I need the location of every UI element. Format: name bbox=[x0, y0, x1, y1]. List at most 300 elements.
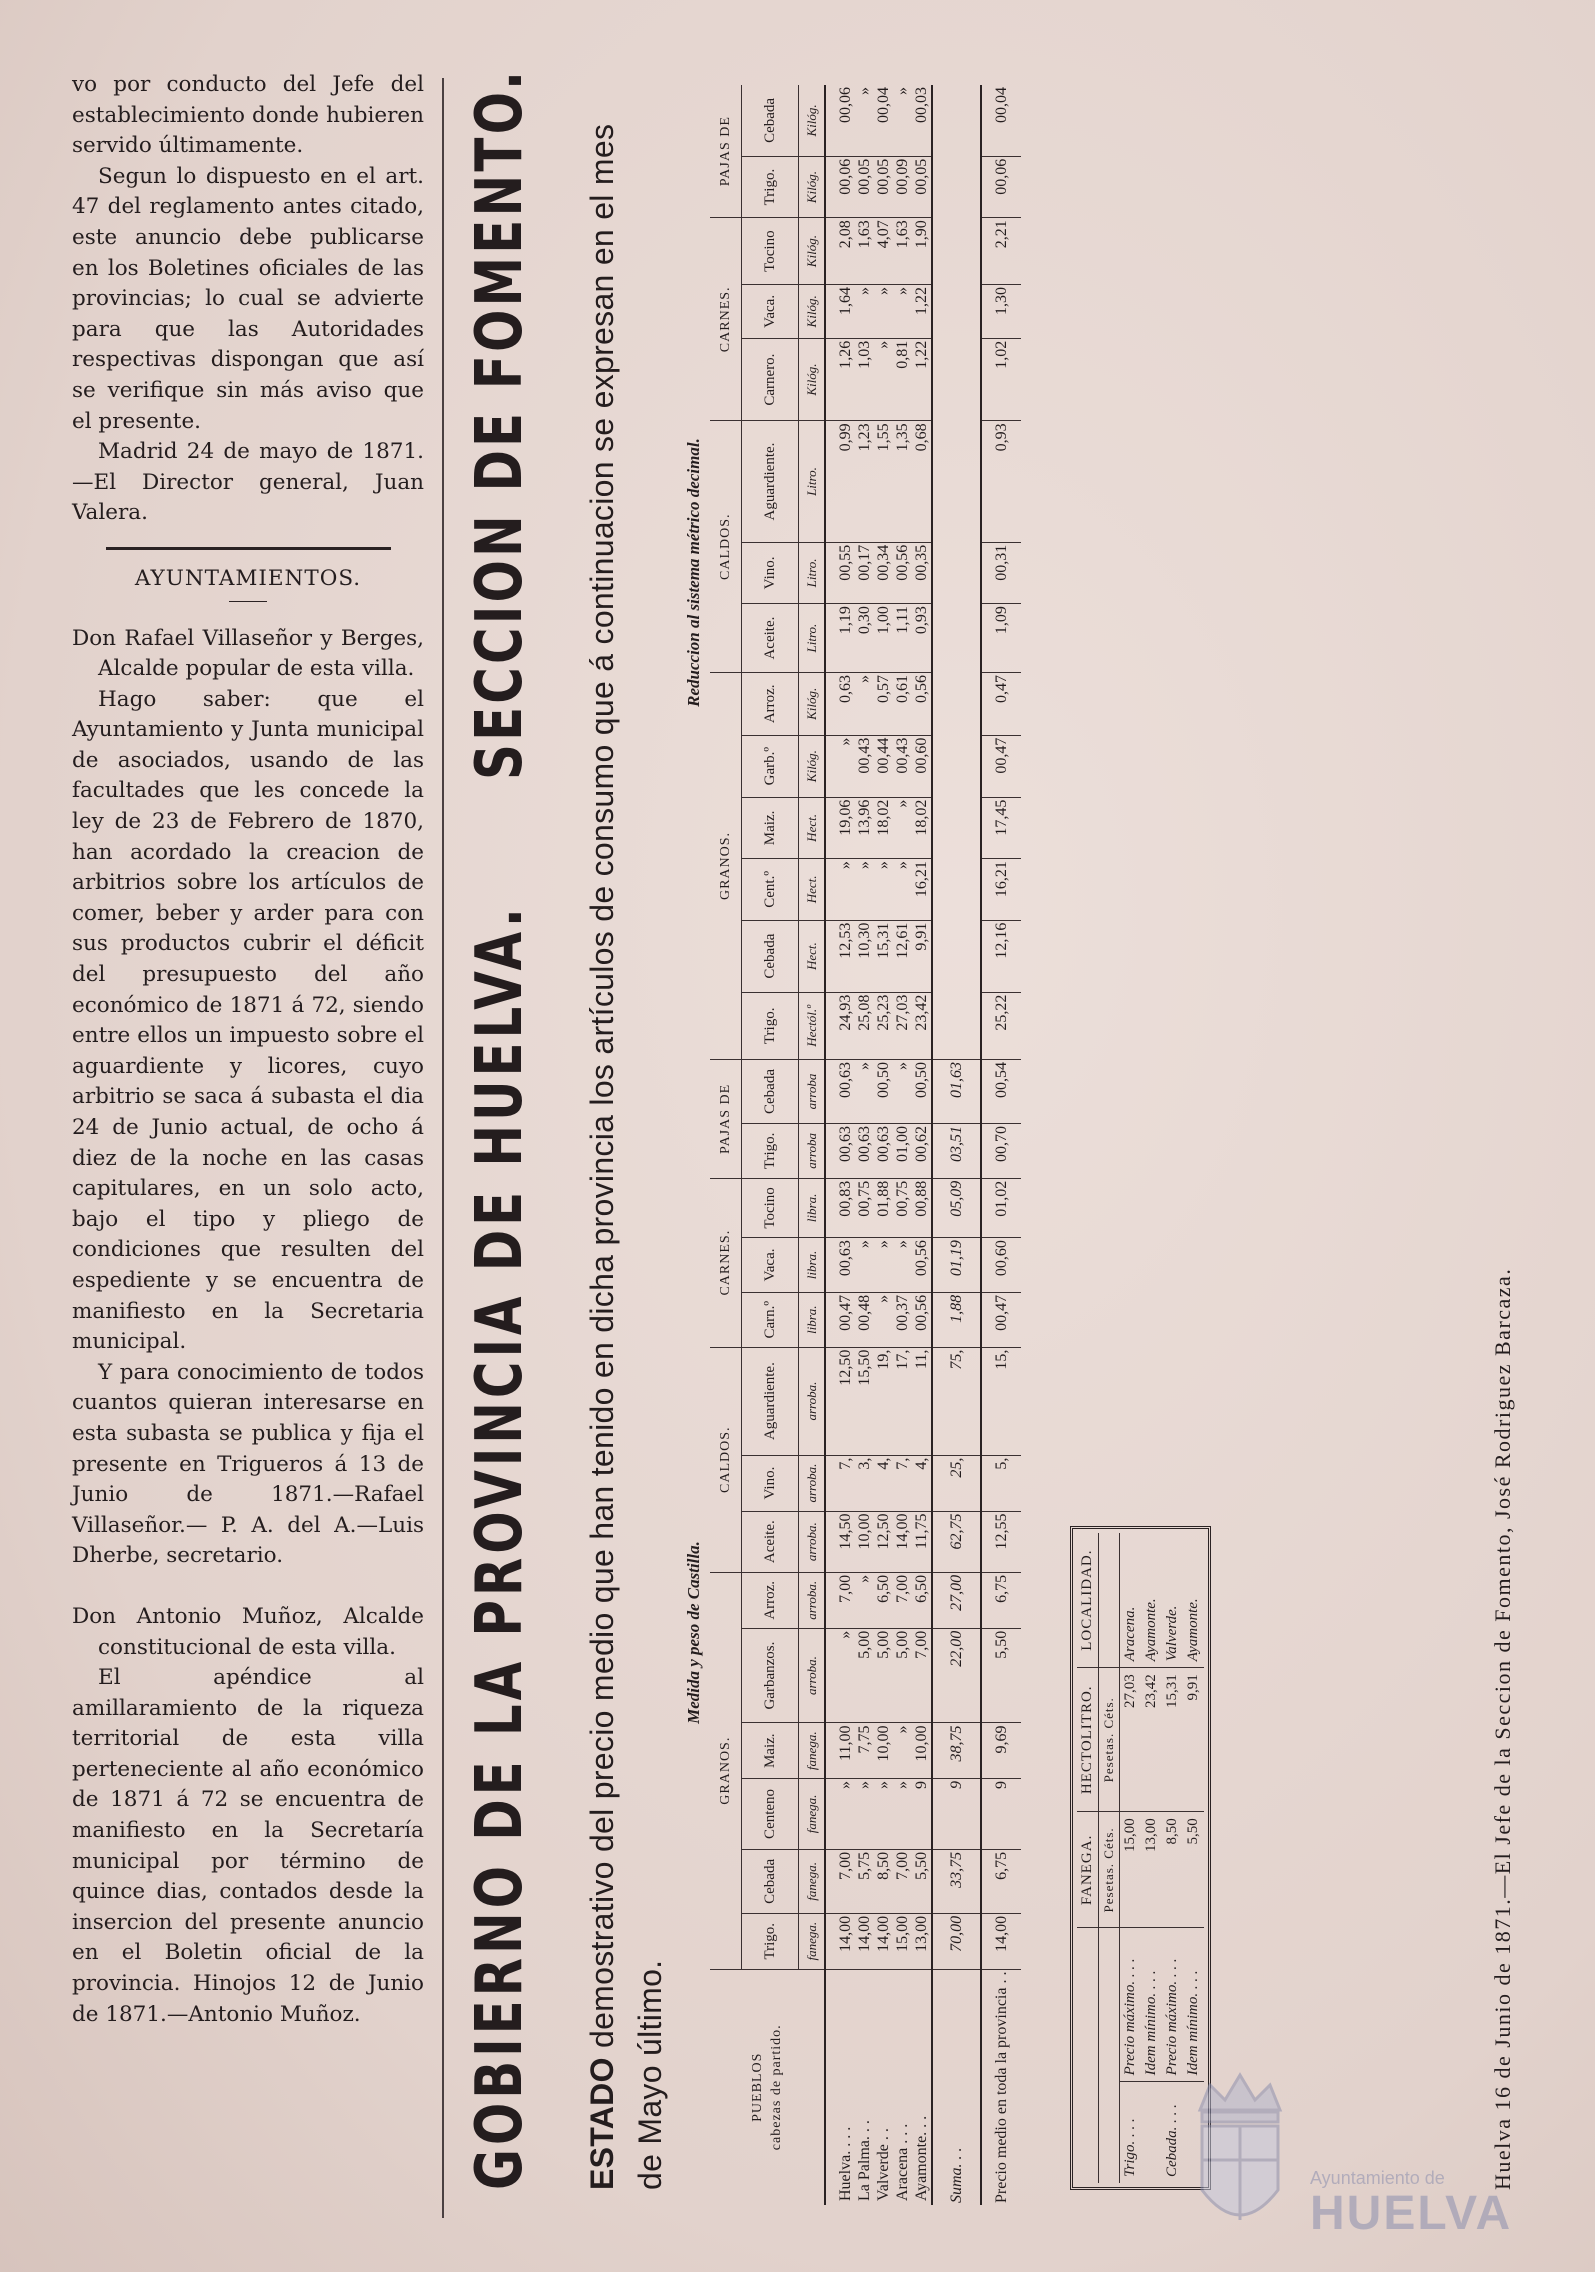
price-cell: 00,37 bbox=[893, 1292, 912, 1347]
paragraph-amillaramiento: El apéndice al amillaramiento de la riqueza territorial de esta villa perteneciente al año económico de 1871 á 72 se encuentra de manifiesto en la Secretaría municipal por término de quince dias, contados desde la insercion del presente anuncio en el Boletin oficial de la provincia. Hinojos 12 de Junio de 1871.—Antonio Muñoz. bbox=[72, 1665, 424, 2027]
castilla-unit-6: arroba. bbox=[799, 1511, 826, 1572]
price-cell: 7,00 bbox=[825, 1849, 855, 1913]
price-cell: 00,63 bbox=[825, 1238, 855, 1293]
castilla-col-2: Centeno bbox=[742, 1779, 799, 1850]
rotated-notice bbox=[460, 67, 1560, 2210]
summary-cereal: Trigo. . . . bbox=[1122, 2118, 1138, 2177]
price-cell: 0,61 bbox=[893, 673, 912, 736]
price-cell: » bbox=[893, 1779, 912, 1850]
price-cell: » bbox=[874, 1779, 893, 1850]
price-cell: 12,61 bbox=[893, 920, 912, 992]
price-cell: 12,50 bbox=[874, 1511, 893, 1572]
price-cell: 1,30 bbox=[981, 284, 1021, 338]
price-cell: 6,50 bbox=[874, 1572, 893, 1628]
price-cell: 1,22 bbox=[912, 338, 932, 421]
price-cell: 00,35 bbox=[912, 542, 932, 603]
castilla-unit-13: arroba bbox=[799, 1060, 826, 1123]
price-cell: 00,06 bbox=[825, 156, 855, 217]
price-cell: 01,00 bbox=[893, 1123, 912, 1178]
price-cell: 00,48 bbox=[855, 1292, 874, 1347]
price-cell: 00,70 bbox=[981, 1123, 1021, 1178]
price-cell: 00,63 bbox=[825, 1060, 855, 1123]
price-cell: 5,50 bbox=[981, 1628, 1021, 1723]
price-cell: 00,60 bbox=[912, 735, 932, 797]
price-cell: 00,04 bbox=[874, 85, 893, 156]
subheader-pesetas-fanega: Pesetas. Céts. bbox=[1099, 1812, 1120, 1928]
watermark-text-ayuntamiento: Ayuntamiento de bbox=[1310, 2168, 1445, 2188]
price-cell: 0,30 bbox=[855, 604, 874, 673]
price-cell: 13,00 bbox=[912, 1913, 932, 1969]
price-cell: 17, bbox=[893, 1347, 912, 1455]
price-cell: 00,43 bbox=[893, 735, 912, 797]
metrico-col-10: Vaca. bbox=[742, 284, 799, 338]
paragraph-madrid-signature: Madrid 24 de mayo de 1871.—El Director general, Juan Valera. bbox=[72, 439, 424, 526]
price-cell: 1,03 bbox=[855, 338, 874, 421]
castilla-col-1: Cebada bbox=[742, 1849, 799, 1913]
castilla-unit-8: arroba. bbox=[799, 1347, 826, 1455]
metrico-unit-2: Hect. bbox=[799, 859, 826, 920]
price-cell: 5, bbox=[981, 1455, 1021, 1511]
price-cell: 05,09 bbox=[932, 1178, 981, 1237]
price-cell: » bbox=[855, 85, 874, 156]
price-cell: » bbox=[825, 1779, 855, 1850]
table-row bbox=[874, 85, 893, 1060]
price-cell: 00,50 bbox=[874, 1060, 893, 1123]
castilla-col-5: Arroz. bbox=[742, 1572, 799, 1628]
price-cell: 00,47 bbox=[981, 1292, 1021, 1347]
price-cell: 27,00 bbox=[932, 1572, 981, 1628]
metrico-col-3: Maiz. bbox=[742, 797, 799, 858]
price-cell: 15, bbox=[981, 1347, 1021, 1455]
price-cell: 2,21 bbox=[981, 218, 1021, 285]
price-cell: 00,54 bbox=[981, 1060, 1021, 1123]
price-cell: 00,63 bbox=[874, 1123, 893, 1178]
metrico-col-9: Carnero. bbox=[742, 338, 799, 421]
price-cell: » bbox=[825, 735, 855, 797]
metrico-unit-10: Kilóg. bbox=[799, 284, 826, 338]
price-cell: » bbox=[825, 859, 855, 920]
pueblo-name: Huelva. . . . bbox=[837, 2126, 854, 2201]
price-cell: 11,00 bbox=[825, 1723, 855, 1779]
price-cell: » bbox=[893, 1060, 912, 1123]
price-cell: 4, bbox=[912, 1455, 932, 1511]
price-cell: 33,75 bbox=[932, 1849, 981, 1913]
summary-hecto: 9,91 bbox=[1183, 1668, 1204, 1812]
price-cell: 0,93 bbox=[912, 604, 932, 673]
summary-hecto: 23,42 bbox=[1141, 1668, 1162, 1812]
castilla-unit-12: arroba bbox=[799, 1123, 826, 1178]
price-cell: 1,35 bbox=[893, 421, 912, 542]
price-cell: » bbox=[855, 1238, 874, 1293]
price-cell: 00,75 bbox=[855, 1178, 874, 1237]
section-heading-ayuntamientos: AYUNTAMIENTOS. bbox=[134, 565, 362, 591]
price-cell: 19, bbox=[874, 1347, 893, 1455]
price-cell: 1,64 bbox=[825, 284, 855, 338]
table-row bbox=[912, 1060, 932, 2205]
price-cell: 7,00 bbox=[912, 1628, 932, 1723]
castilla-col-12: Trigo. bbox=[742, 1123, 799, 1178]
price-cell: 1,02 bbox=[981, 338, 1021, 421]
price-cell: 6,50 bbox=[912, 1572, 932, 1628]
summary-cereal: Cebada. . . . bbox=[1164, 2104, 1180, 2177]
metrico-unit-3: Hect. bbox=[799, 797, 826, 858]
price-cell: » bbox=[893, 284, 912, 338]
castilla-unit-5: arroba. bbox=[799, 1572, 826, 1628]
paragraph-alcalde-munoz: Don Antonio Muñoz, Alcalde constitucional de esta villa. bbox=[72, 1603, 424, 1660]
group-caldos-2: CALDOS. bbox=[710, 421, 742, 673]
price-cell: » bbox=[855, 859, 874, 920]
header-localidad: LOCALIDAD. bbox=[1077, 1533, 1099, 1668]
price-cell: 0,57 bbox=[874, 673, 893, 736]
price-cell: 00,04 bbox=[981, 85, 1021, 156]
paragraph-continuation: vo por conducto del Jefe del establecimiento donde hubieren servido últimamente. bbox=[72, 72, 424, 159]
castilla-col-9: Carn.º bbox=[742, 1292, 799, 1347]
castilla-table bbox=[710, 1060, 1021, 2205]
price-cell: 75, bbox=[932, 1347, 981, 1455]
metrico-unit-6: Litro. bbox=[799, 604, 826, 673]
metrico-table bbox=[710, 85, 1021, 1060]
price-cell: » bbox=[874, 1238, 893, 1293]
metrico-unit-8: Litro. bbox=[799, 421, 826, 542]
group-carnes: CARNES. bbox=[710, 1178, 742, 1347]
price-cell: 03,51 bbox=[932, 1123, 981, 1178]
price-cell: 00,43 bbox=[855, 735, 874, 797]
price-cell: 1,11 bbox=[893, 604, 912, 673]
summary-tipo: Precio máximo. . . . bbox=[1120, 1928, 1142, 2082]
pueblo-name: Suma. . . bbox=[932, 1969, 981, 2205]
price-cell: 13,96 bbox=[855, 797, 874, 858]
table-row bbox=[981, 85, 1021, 1060]
summary-fanega: 13,00 bbox=[1141, 1812, 1162, 1928]
paragraph-trigueros-signature: Y para conocimiento de todos cuantos quieran interesarse en esta subasta se publica y fija el presente en Trigueros á 13 de Junio de 1871.—Rafael Villaseñor.— P. A. del A.—Luis Dherbe, secretario. bbox=[72, 1359, 424, 1569]
metrico-unit-11: Kilóg. bbox=[799, 218, 826, 285]
metrico-unit-12: Kilóg. bbox=[799, 156, 826, 217]
price-cell: » bbox=[874, 1292, 893, 1347]
summary-fanega: 15,00 bbox=[1120, 1812, 1142, 1928]
price-cell: » bbox=[874, 338, 893, 421]
metrico-unit-9: Kilóg. bbox=[799, 338, 826, 421]
summary-cereal bbox=[1141, 2082, 1162, 2183]
price-cell: 00,03 bbox=[912, 85, 932, 156]
price-cell: 0,99 bbox=[825, 421, 855, 542]
price-cell: 1,26 bbox=[825, 338, 855, 421]
price-cell: 00,47 bbox=[825, 1292, 855, 1347]
castilla-unit-7: arroba. bbox=[799, 1455, 826, 1511]
metrico-unit-13: Kilóg. bbox=[799, 85, 826, 156]
footer-signature: Huelva 16 de Junio de 1871.—El Jefe de la Seccion de Fomento, José Rodriguez Barcaza. bbox=[1490, 1267, 1515, 2190]
price-cell: 1,90 bbox=[912, 218, 932, 285]
price-cell: » bbox=[855, 1060, 874, 1123]
metrico-col-4: Garb.º bbox=[742, 735, 799, 797]
price-cell: 15,00 bbox=[893, 1913, 912, 1969]
pueblo-name: Valverde . . bbox=[875, 2128, 892, 2201]
price-cell: 17,45 bbox=[981, 797, 1021, 858]
castilla-unit-0: fanega. bbox=[799, 1913, 826, 1969]
summary-loc: Ayamonte. bbox=[1183, 1533, 1204, 1668]
price-cell: 00,56 bbox=[912, 1238, 932, 1293]
price-cell: 1,88 bbox=[932, 1292, 981, 1347]
paragraph-reglamento: Segun lo dispuesto en el art. 47 del reglamento antes citado, este anuncio debe publicarse en los Boletines oficiales de las provincias; lo cual se advierte para que las Autoridades respectivas dispongan que así se verifique sin más aviso que el presente. bbox=[72, 163, 424, 434]
metrico-col-1: Cebada bbox=[742, 920, 799, 992]
price-cell: 38,75 bbox=[932, 1723, 981, 1779]
group-granos: GRANOS. bbox=[710, 1572, 742, 1969]
summary-loc: Aracena. bbox=[1120, 1533, 1142, 1668]
price-cell: 25,22 bbox=[981, 992, 1021, 1059]
price-cell: 5,50 bbox=[912, 1849, 932, 1913]
price-cell: 10,00 bbox=[912, 1723, 932, 1779]
castilla-unit-1: fanega. bbox=[799, 1849, 826, 1913]
castilla-col-7: Vino. bbox=[742, 1455, 799, 1511]
price-cell: 0,56 bbox=[912, 673, 932, 736]
section-divider bbox=[106, 547, 391, 550]
price-cell: 5,00 bbox=[855, 1628, 874, 1723]
price-cell: » bbox=[874, 284, 893, 338]
price-cell: 25,23 bbox=[874, 992, 893, 1059]
price-cell: 62,75 bbox=[932, 1511, 981, 1572]
table-castilla bbox=[682, 1060, 1042, 2205]
price-cell: 6,75 bbox=[981, 1572, 1021, 1628]
summary-loc: Valverde. bbox=[1162, 1533, 1183, 1668]
metrico-unit-0: Hectól.º bbox=[799, 992, 826, 1059]
price-cell: 00,06 bbox=[825, 85, 855, 156]
price-cell: 00,63 bbox=[825, 1123, 855, 1178]
table-row bbox=[981, 1060, 1021, 2205]
price-cell: 14,00 bbox=[855, 1913, 874, 1969]
price-cell: 2,08 bbox=[825, 218, 855, 285]
price-cell: 01,02 bbox=[981, 1178, 1021, 1237]
price-cell: » bbox=[893, 1723, 912, 1779]
price-cell: 00,34 bbox=[874, 542, 893, 603]
metrico-unit-5: Kilóg. bbox=[799, 673, 826, 736]
subheader-pesetas-hectolitro: Pesetas. Céts. bbox=[1099, 1668, 1120, 1812]
price-cell: 14,00 bbox=[893, 1511, 912, 1572]
price-cell: 14,00 bbox=[874, 1913, 893, 1969]
price-cell: 0,81 bbox=[893, 338, 912, 421]
price-cell: » bbox=[893, 797, 912, 858]
metrico-col-8: Aguardiente. bbox=[742, 421, 799, 542]
price-cell: 00,09 bbox=[893, 156, 912, 217]
price-cell: 9 bbox=[912, 1779, 932, 1850]
price-cell: 0,93 bbox=[981, 421, 1021, 542]
price-cell: 00,50 bbox=[912, 1060, 932, 1123]
price-cell: 12,53 bbox=[825, 920, 855, 992]
price-cell: 23,42 bbox=[912, 992, 932, 1059]
price-cell: 7, bbox=[825, 1455, 855, 1511]
price-cell: 00,75 bbox=[893, 1178, 912, 1237]
price-cell: 8,50 bbox=[874, 1849, 893, 1913]
estado-text: demostrativo del precio medio que han tenido en dicha provincia los artículos de consumo que á continuacion se expresan en el mes de Mayo último. bbox=[584, 123, 668, 2190]
castilla-unit-10: libra. bbox=[799, 1238, 826, 1293]
price-cell: 5,00 bbox=[874, 1628, 893, 1723]
price-cell: » bbox=[893, 1238, 912, 1293]
table-metrico bbox=[682, 85, 1042, 1060]
price-cell: 00,56 bbox=[912, 1292, 932, 1347]
castilla-col-10: Vaca. bbox=[742, 1238, 799, 1293]
metrico-col-0: Trigo. bbox=[742, 992, 799, 1059]
price-cell: 12,50 bbox=[825, 1347, 855, 1455]
pueblo-name: La Palma. . . bbox=[856, 2120, 873, 2201]
price-cell: » bbox=[855, 1572, 874, 1628]
price-cell: 7,00 bbox=[825, 1572, 855, 1628]
metrico-unit-1: Hect. bbox=[799, 920, 826, 992]
group-carnes-2: CARNES. bbox=[710, 218, 742, 421]
price-cell: 01,63 bbox=[932, 1060, 981, 1123]
price-cell: 00,56 bbox=[893, 542, 912, 603]
castilla-unit-4: arroba. bbox=[799, 1628, 826, 1723]
price-cell: 15,31 bbox=[874, 920, 893, 992]
price-cell: 14,50 bbox=[825, 1511, 855, 1572]
price-cell: 00,17 bbox=[855, 542, 874, 603]
price-cell: 0,47 bbox=[981, 673, 1021, 736]
price-cell: 10,00 bbox=[874, 1723, 893, 1779]
price-cell: 7, bbox=[893, 1455, 912, 1511]
summary-tipo: Idem mínimo. . . . bbox=[1183, 1928, 1204, 2082]
castilla-col-8: Aguardiente. bbox=[742, 1347, 799, 1455]
price-cell: 00,62 bbox=[912, 1123, 932, 1178]
price-cell: 22,00 bbox=[932, 1628, 981, 1723]
summary-tipo: Precio máximo. . . . bbox=[1162, 1928, 1183, 2082]
table-row bbox=[825, 85, 855, 1060]
price-cell: 9 bbox=[932, 1779, 981, 1850]
summary-row bbox=[1120, 1533, 1142, 2183]
price-cell: 6,75 bbox=[981, 1849, 1021, 1913]
table-row bbox=[855, 85, 874, 1060]
price-cell: 14,00 bbox=[981, 1913, 1021, 1969]
metrico-unit-4: Kilóg. bbox=[799, 735, 826, 797]
estado-lead: ESTADO bbox=[584, 2057, 620, 2190]
summary-hecto: 27,03 bbox=[1120, 1668, 1142, 1812]
table-row bbox=[912, 85, 932, 1060]
price-cell: 00,88 bbox=[912, 1178, 932, 1237]
price-cell: 01,19 bbox=[932, 1238, 981, 1293]
price-cell: 1,22 bbox=[912, 284, 932, 338]
price-cell: 12,16 bbox=[981, 920, 1021, 992]
paragraph-alcalde-villasenor: Don Rafael Villaseñor y Berges, Alcalde popular de esta villa. bbox=[72, 625, 424, 682]
price-cell: 70,00 bbox=[932, 1913, 981, 1969]
price-cell: 4, bbox=[874, 1455, 893, 1511]
price-cell: 5,75 bbox=[855, 1849, 874, 1913]
pueblo-name: Ayamonte. . . bbox=[913, 2115, 930, 2201]
price-cell: 19,06 bbox=[825, 797, 855, 858]
price-cell: 3, bbox=[855, 1455, 874, 1511]
price-cell: 1,00 bbox=[874, 604, 893, 673]
price-cell: 16,21 bbox=[912, 859, 932, 920]
table-row bbox=[893, 1060, 912, 2205]
metrico-col-6: Aceite. bbox=[742, 604, 799, 673]
castilla-col-0: Trigo. bbox=[742, 1913, 799, 1969]
price-cell: 0,68 bbox=[912, 421, 932, 542]
title-gobierno: GOBIERNO DE LA PROVINCIA DE HUELVA. bbox=[463, 904, 537, 2190]
price-cell: 1,55 bbox=[874, 421, 893, 542]
castilla-col-3: Maiz. bbox=[742, 1723, 799, 1779]
price-cell: 00,63 bbox=[855, 1123, 874, 1178]
price-cell: 1,23 bbox=[855, 421, 874, 542]
metrico-unit-7: Litro. bbox=[799, 542, 826, 603]
price-cell: 1,19 bbox=[825, 604, 855, 673]
summary-loc: Ayamonte. bbox=[1141, 1533, 1162, 1668]
group-pajas-2: PAJAS DE bbox=[710, 85, 742, 218]
pueblo-name: Precio medio en toda la provincia . . bbox=[981, 1969, 1021, 2205]
price-cell: 9,91 bbox=[912, 920, 932, 992]
price-cell: 00,05 bbox=[912, 156, 932, 217]
price-cell: 00,83 bbox=[825, 1178, 855, 1237]
metrico-col-7: Vino. bbox=[742, 542, 799, 603]
price-cell: 9,69 bbox=[981, 1723, 1021, 1779]
price-cell: » bbox=[893, 85, 912, 156]
castilla-col-4: Garbanzos. bbox=[742, 1628, 799, 1723]
table-row bbox=[874, 1060, 893, 2205]
price-cell: » bbox=[855, 673, 874, 736]
price-cell: 18,02 bbox=[912, 797, 932, 858]
price-cell: 0,63 bbox=[825, 673, 855, 736]
metrico-col-11: Tocino bbox=[742, 218, 799, 285]
price-cell: 16,21 bbox=[981, 859, 1021, 920]
summary-fanega: 8,50 bbox=[1162, 1812, 1183, 1928]
watermark-text-huelva: HUELVA bbox=[1310, 2187, 1513, 2240]
metrico-col-2: Cent.º bbox=[742, 859, 799, 920]
summary-hecto: 15,31 bbox=[1162, 1668, 1183, 1812]
castilla-col-13: Cebada bbox=[742, 1060, 799, 1123]
price-cell: 00,31 bbox=[981, 542, 1021, 603]
price-cell: 00,47 bbox=[981, 735, 1021, 797]
price-cell: 4,07 bbox=[874, 218, 893, 285]
pueblo-name: Aracena . . . bbox=[894, 2123, 911, 2201]
price-cell: » bbox=[893, 859, 912, 920]
summary-tipo: Idem mínimo. . . . bbox=[1141, 1928, 1162, 2082]
price-cell: 00,05 bbox=[855, 156, 874, 217]
group-granos-2: GRANOS. bbox=[710, 673, 742, 1060]
price-cell: 10,30 bbox=[855, 920, 874, 992]
coat-of-arms-icon bbox=[1180, 2050, 1300, 2250]
title-seccion-fomento: SECCION DE FOMENTO. bbox=[463, 67, 537, 780]
price-cell: » bbox=[855, 1779, 874, 1850]
price-cell: 18,02 bbox=[874, 797, 893, 858]
price-cell: 00,44 bbox=[874, 735, 893, 797]
summary-fanega: 5,50 bbox=[1183, 1812, 1204, 1928]
price-cell: » bbox=[825, 1628, 855, 1723]
price-cell: » bbox=[855, 284, 874, 338]
metrico-col-12: Trigo. bbox=[742, 156, 799, 217]
table-row bbox=[932, 1060, 981, 2205]
table-row bbox=[893, 85, 912, 1060]
left-text-column bbox=[72, 70, 424, 2030]
price-cell: 7,00 bbox=[893, 1849, 912, 1913]
price-cell: 11, bbox=[912, 1347, 932, 1455]
caption-metrico: Reduccion al sistema métrico decimal. bbox=[684, 438, 703, 707]
price-cell: 9 bbox=[981, 1779, 1021, 1850]
table-row bbox=[825, 1060, 855, 2205]
castilla-col-6: Aceite. bbox=[742, 1511, 799, 1572]
header-fanega: FANEGA. bbox=[1077, 1812, 1099, 1928]
price-cell: 00,05 bbox=[874, 156, 893, 217]
column-divider bbox=[442, 78, 444, 2218]
header-hectolitro: HECTOLITRO. bbox=[1077, 1668, 1099, 1812]
pueblos-header: PUEBLOS cabezas de partido. bbox=[710, 1969, 825, 2205]
price-cell: 1,63 bbox=[893, 218, 912, 285]
metrico-col-13: Cebada bbox=[742, 85, 799, 156]
metrico-col-5: Arroz. bbox=[742, 673, 799, 736]
price-cell: 15,50 bbox=[855, 1347, 874, 1455]
paragraph-hago-saber: Hago saber: que el Ayuntamiento y Junta municipal de asociados, usando de las facultades que les concede la ley de 23 de Febrero de 1870, han acordado la creacion de arbitrios sobre los artículos de comer, beber y arder para con sus productos cubrir el déficit del presupuesto del año económico de 1871 á 72, siendo entre ellos un impuesto sobre el aguardiente y licores, cuyo arbitrio se saca á subasta el dia 24 de Junio actual, de ocho á diez de la noche en las casas capitulares, en un solo acto, bajo el tipo y pliego de condiciones que resulten del espediente y se encuentra de manifiesto en la Secretaria municipal. bbox=[72, 686, 424, 1355]
price-cell: 00,06 bbox=[981, 156, 1021, 217]
price-cell: 1,63 bbox=[855, 218, 874, 285]
castilla-unit-9: libra. bbox=[799, 1292, 826, 1347]
castilla-unit-3: fanega. bbox=[799, 1723, 826, 1779]
price-cell: 25, bbox=[932, 1455, 981, 1511]
caption-castilla: Medida y peso de Castilla. bbox=[684, 1541, 703, 1724]
table-row bbox=[855, 1060, 874, 2205]
price-cell: 7,00 bbox=[893, 1572, 912, 1628]
